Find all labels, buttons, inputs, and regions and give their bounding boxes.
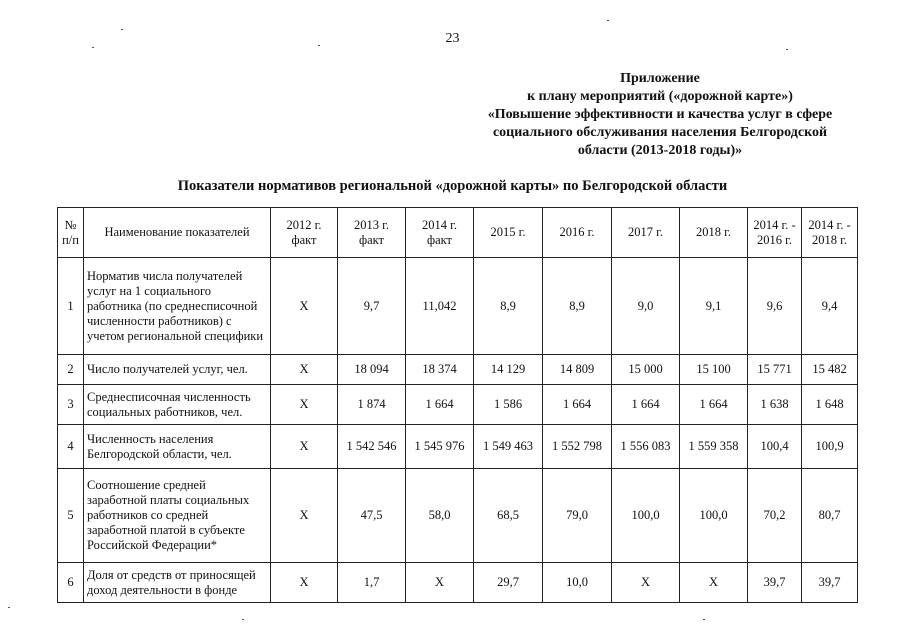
table-row (58, 258, 858, 355)
scan-speck (703, 619, 705, 620)
col-header-2013: 2013 г. факт (338, 208, 406, 258)
cell-value: 14 129 (474, 355, 543, 385)
cell-number: 2 (58, 355, 84, 385)
cell-indicator-name: Среднесписочная численность социальных работников, чел. (84, 385, 271, 425)
table-row (58, 563, 858, 603)
col-header-2018: 2018 г. (680, 208, 748, 258)
cell-value: 1 559 358 (680, 425, 748, 469)
cell-number: 1 (58, 258, 84, 355)
cell-value: 9,1 (680, 258, 748, 355)
scan-speck (92, 47, 94, 48)
cell-value: 1 874 (338, 385, 406, 425)
col-header-2015: 2015 г. (474, 208, 543, 258)
cell-value: 100,9 (802, 425, 858, 469)
cell-value: Х (271, 355, 338, 385)
cell-number: 3 (58, 385, 84, 425)
cell-value: Х (612, 563, 680, 603)
cell-value: 15 000 (612, 355, 680, 385)
cell-value: 15 482 (802, 355, 858, 385)
cell-value: 1 664 (406, 385, 474, 425)
indicators-table (57, 207, 858, 603)
cell-value: 9,7 (338, 258, 406, 355)
cell-value: 15 100 (680, 355, 748, 385)
cell-value: 14 809 (543, 355, 612, 385)
cell-value: 1 545 976 (406, 425, 474, 469)
table-row (58, 385, 858, 425)
cell-value: 47,5 (338, 469, 406, 563)
cell-value: 29,7 (474, 563, 543, 603)
cell-number: 5 (58, 469, 84, 563)
cell-value: 68,5 (474, 469, 543, 563)
cell-value: 100,4 (748, 425, 802, 469)
cell-value: 15 771 (748, 355, 802, 385)
cell-value: 1 664 (612, 385, 680, 425)
cell-value: Х (680, 563, 748, 603)
cell-value: Х (271, 385, 338, 425)
cell-value: 1 556 083 (612, 425, 680, 469)
col-header-2012: 2012 г. факт (271, 208, 338, 258)
cell-value: 1 664 (543, 385, 612, 425)
cell-value: 1 549 463 (474, 425, 543, 469)
scan-speck (607, 20, 609, 21)
cell-value: 1 552 798 (543, 425, 612, 469)
col-header-number: № п/п (58, 208, 84, 258)
cell-value: 100,0 (680, 469, 748, 563)
col-header-2014-2018: 2014 г. - 2018 г. (802, 208, 858, 258)
cell-number: 6 (58, 563, 84, 603)
table-row (58, 355, 858, 385)
scan-speck (8, 607, 10, 608)
cell-value: 100,0 (612, 469, 680, 563)
appendix-line: к плану мероприятий («дорожной карте») (527, 89, 793, 104)
cell-value: 8,9 (474, 258, 543, 355)
cell-value: Х (271, 425, 338, 469)
cell-value: 1 586 (474, 385, 543, 425)
cell-indicator-name: Доля от средств от приносящей доход деятельности в фонде (84, 563, 271, 603)
cell-value: 9,4 (802, 258, 858, 355)
cell-value: 58,0 (406, 469, 474, 563)
cell-value: 8,9 (543, 258, 612, 355)
page-number: 23 (445, 31, 460, 46)
col-header-2016: 2016 г. (543, 208, 612, 258)
cell-value: 1 638 (748, 385, 802, 425)
cell-value: 1 542 546 (338, 425, 406, 469)
cell-value: Х (406, 563, 474, 603)
scan-speck (786, 49, 788, 50)
cell-value: 9,0 (612, 258, 680, 355)
appendix-line: области (2013-2018 годы)» (577, 143, 743, 158)
col-header-name: Наименование показателей (84, 208, 271, 258)
document-title: Показатели нормативов региональной «дорожной карты» по Белгородской области (177, 178, 728, 194)
cell-value: Х (271, 563, 338, 603)
scan-speck (121, 29, 123, 30)
scan-speck (318, 45, 320, 46)
cell-indicator-name: Норматив числа получателей услуг на 1 социального работника (по среднесписочной численности работников) с учетом региональной специфики (84, 258, 271, 355)
appendix-line: Приложение (620, 71, 700, 86)
appendix-line: «Повышение эффективности и качества услуг в сфере (487, 107, 833, 122)
cell-value: 80,7 (802, 469, 858, 563)
cell-indicator-name: Число получателей услуг, чел. (84, 355, 271, 385)
cell-indicator-name: Соотношение средней заработной платы социальных работников со средней заработной платой в субъекте Российской Федерации* (84, 469, 271, 563)
cell-value: 39,7 (802, 563, 858, 603)
cell-value: 70,2 (748, 469, 802, 563)
cell-value: 18 374 (406, 355, 474, 385)
cell-value: 79,0 (543, 469, 612, 563)
cell-value: 1 664 (680, 385, 748, 425)
cell-value: 18 094 (338, 355, 406, 385)
cell-value: Х (271, 258, 338, 355)
header-row (58, 208, 858, 258)
col-header-2017: 2017 г. (612, 208, 680, 258)
cell-value: 11,042 (406, 258, 474, 355)
col-header-2014-2016: 2014 г. - 2016 г. (748, 208, 802, 258)
scan-speck (242, 619, 244, 620)
cell-value: Х (271, 469, 338, 563)
cell-value: 39,7 (748, 563, 802, 603)
appendix-line: социального обслуживания населения Белгородской (492, 125, 828, 140)
cell-indicator-name: Численность населения Белгородской области, чел. (84, 425, 271, 469)
cell-value: 10,0 (543, 563, 612, 603)
cell-value: 1,7 (338, 563, 406, 603)
appendix-heading (440, 70, 880, 160)
table-row (58, 469, 858, 563)
cell-number: 4 (58, 425, 84, 469)
table-row (58, 425, 858, 469)
col-header-2014: 2014 г. факт (406, 208, 474, 258)
cell-value: 9,6 (748, 258, 802, 355)
cell-value: 1 648 (802, 385, 858, 425)
